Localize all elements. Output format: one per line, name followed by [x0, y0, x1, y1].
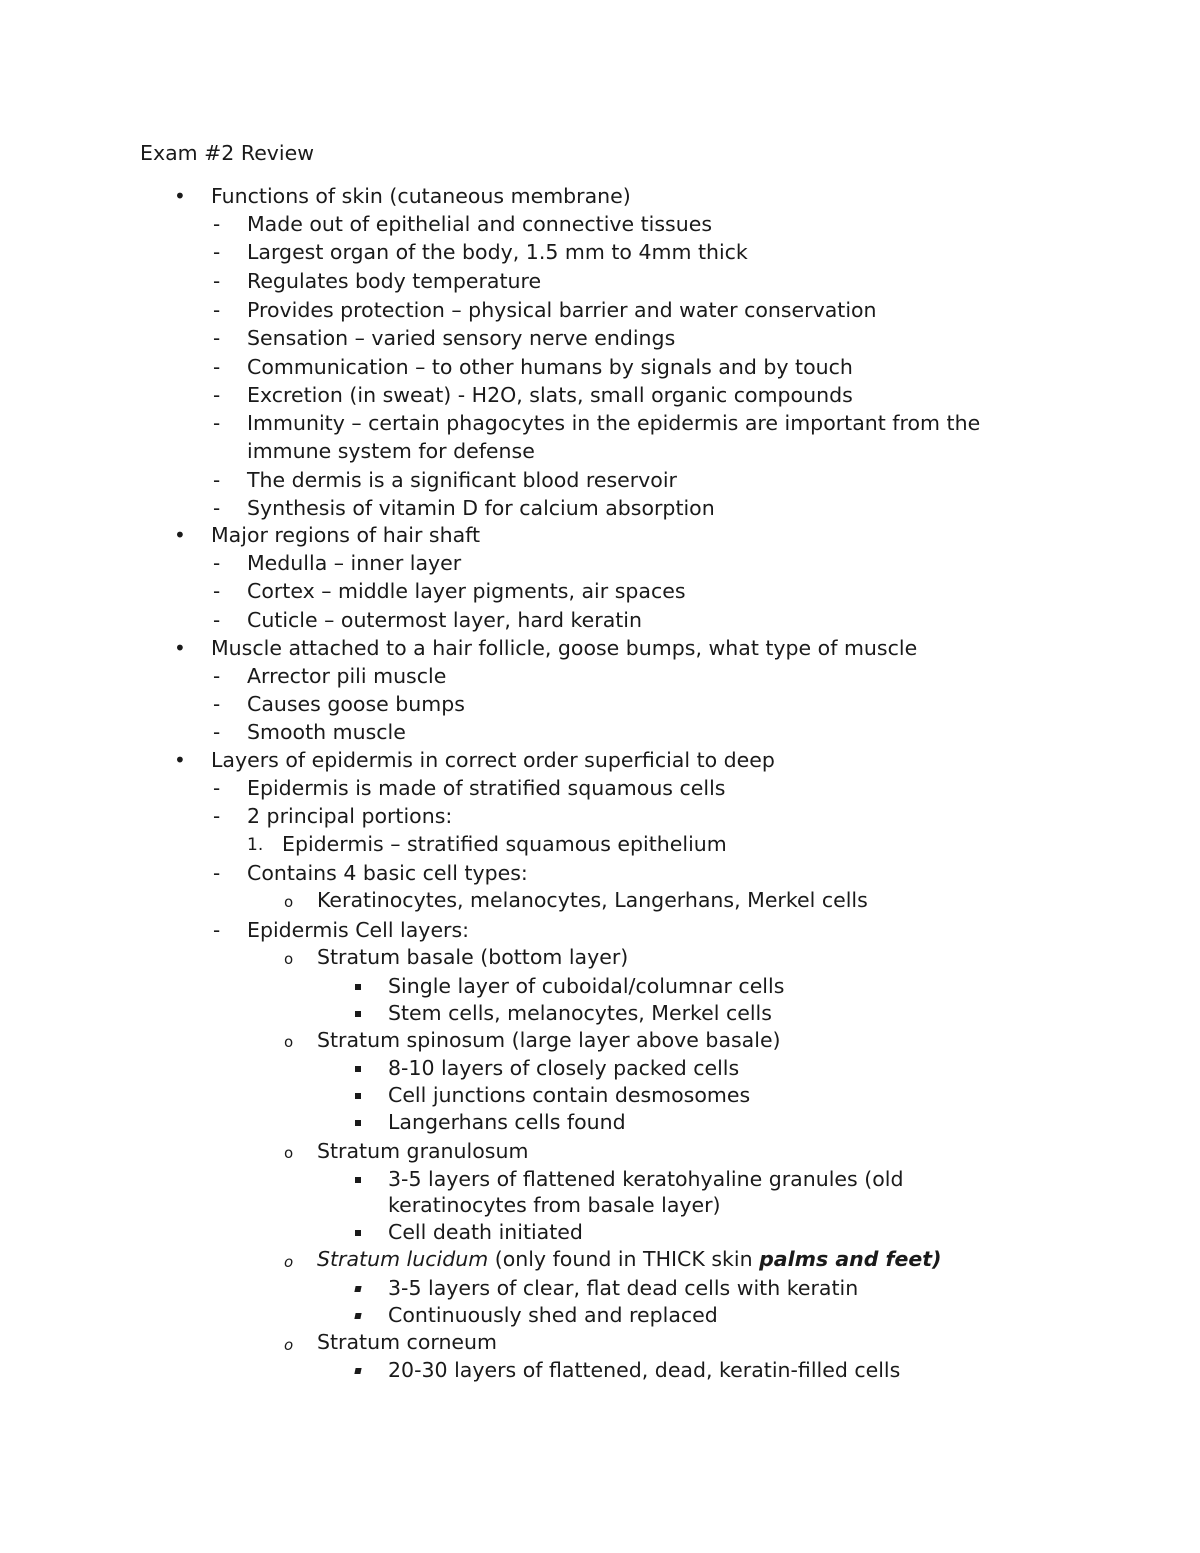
- list-item: Stratum corneum: [317, 1330, 498, 1354]
- square-bullet-icon: [355, 1011, 361, 1017]
- dash-marker: -: [213, 918, 221, 942]
- list-item-continuation: keratinocytes from basale layer): [388, 1193, 721, 1217]
- list-item: Arrector pili muscle: [247, 664, 447, 688]
- list-item: Epidermis – stratified squamous epithelium: [282, 832, 727, 856]
- dash-marker: -: [213, 664, 221, 688]
- square-bullet-icon: [355, 1177, 361, 1183]
- bold-italic-term: palms and feet): [759, 1247, 942, 1271]
- list-item: Cell junctions contain desmosomes: [388, 1083, 751, 1107]
- list-item: Cortex – middle layer pigments, air spaces: [247, 579, 686, 603]
- list-item: Stratum spinosum (large layer above basale): [317, 1028, 781, 1052]
- list-item: Single layer of cuboidal/columnar cells: [388, 974, 785, 998]
- list-item: Layers of epidermis in correct order superficial to deep: [211, 748, 775, 772]
- dash-marker: -: [213, 579, 221, 603]
- bullet-marker: •: [174, 184, 186, 208]
- square-bullet-icon: [355, 1230, 361, 1236]
- italic-term: Stratum lucidum: [317, 1247, 489, 1271]
- list-item-continuation: immune system for defense: [247, 439, 535, 463]
- dash-marker: -: [213, 551, 221, 575]
- list-item: Causes goose bumps: [247, 692, 465, 716]
- dash-marker: -: [213, 298, 221, 322]
- list-item: Muscle attached to a hair follicle, goose bumps, what type of muscle: [211, 636, 918, 660]
- list-item: Major regions of hair shaft: [211, 523, 481, 547]
- list-item: Epidermis is made of stratified squamous cells: [247, 776, 726, 800]
- list-item: Stratum basale (bottom layer): [317, 945, 629, 969]
- square-bullet-icon: [354, 1313, 361, 1319]
- number-marker: 1.: [247, 835, 264, 855]
- dash-marker: -: [213, 776, 221, 800]
- circle-marker: o: [284, 893, 294, 911]
- list-item: 3-5 layers of clear, flat dead cells with keratin: [388, 1276, 859, 1300]
- list-item: Stratum granulosum: [317, 1139, 529, 1163]
- square-bullet-icon: [355, 984, 361, 990]
- circle-marker: o: [284, 1336, 294, 1354]
- list-item: Excretion (in sweat) - H2O, slats, small organic compounds: [247, 383, 853, 407]
- list-item: Contains 4 basic cell types:: [247, 861, 528, 885]
- list-item: Provides protection – physical barrier and water conservation: [247, 298, 877, 322]
- list-item: Epidermis Cell layers:: [247, 918, 470, 942]
- list-item: Regulates body temperature: [247, 269, 542, 293]
- circle-marker: o: [284, 1144, 294, 1162]
- dash-marker: -: [213, 326, 221, 350]
- square-bullet-icon: [354, 1286, 361, 1292]
- square-bullet-icon: [355, 1120, 361, 1126]
- list-item: 8-10 layers of closely packed cells: [388, 1056, 740, 1080]
- list-item: Largest organ of the body, 1.5 mm to 4mm thick: [247, 240, 748, 264]
- list-item: Sensation – varied sensory nerve endings: [247, 326, 676, 350]
- list-item: Langerhans cells found: [388, 1110, 626, 1134]
- dash-marker: -: [213, 804, 221, 828]
- list-item: [317, 1246, 941, 1272]
- dash-marker: -: [213, 861, 221, 885]
- dash-marker: -: [213, 383, 221, 407]
- list-item: Immunity – certain phagocytes in the epidermis are important from the: [247, 411, 981, 435]
- dash-marker: -: [213, 468, 221, 492]
- dash-marker: -: [213, 411, 221, 435]
- dash-marker: -: [213, 240, 221, 264]
- circle-marker: o: [284, 1253, 294, 1271]
- list-item: Keratinocytes, melanocytes, Langerhans, Merkel cells: [317, 888, 868, 912]
- dash-marker: -: [213, 692, 221, 716]
- square-bullet-icon: [355, 1093, 361, 1099]
- list-item: Medulla – inner layer: [247, 551, 462, 575]
- list-item: Functions of skin (cutaneous membrane): [211, 184, 631, 208]
- dash-marker: -: [213, 496, 221, 520]
- bullet-marker: •: [174, 636, 186, 660]
- list-item: Stem cells, melanocytes, Merkel cells: [388, 1001, 772, 1025]
- list-item: Continuously shed and replaced: [388, 1303, 718, 1327]
- list-item: The dermis is a significant blood reservoir: [247, 468, 677, 492]
- list-item-text: (only found in THICK skin: [488, 1247, 760, 1271]
- list-item: 20-30 layers of flattened, dead, keratin-filled cells: [388, 1358, 901, 1382]
- square-bullet-icon: [354, 1368, 361, 1374]
- dash-marker: -: [213, 269, 221, 293]
- dash-marker: -: [213, 720, 221, 744]
- bullet-marker: •: [174, 523, 186, 547]
- list-item: Smooth muscle: [247, 720, 406, 744]
- list-item: Cuticle – outermost layer, hard keratin: [247, 608, 642, 632]
- dash-marker: -: [213, 355, 221, 379]
- list-item: 3-5 layers of flattened keratohyaline granules (old: [388, 1167, 904, 1191]
- list-item: Synthesis of vitamin D for calcium absorption: [247, 496, 715, 520]
- square-bullet-icon: [355, 1066, 361, 1072]
- list-item: Made out of epithelial and connective tissues: [247, 212, 713, 236]
- list-item: 2 principal portions:: [247, 804, 453, 828]
- dash-marker: -: [213, 212, 221, 236]
- circle-marker: o: [284, 950, 294, 968]
- dash-marker: -: [213, 608, 221, 632]
- list-item: Cell death initiated: [388, 1220, 583, 1244]
- list-item: Communication – to other humans by signals and by touch: [247, 355, 853, 379]
- doc-title: Exam #2 Review: [140, 141, 315, 165]
- circle-marker: o: [284, 1033, 294, 1051]
- bullet-marker: •: [174, 748, 186, 772]
